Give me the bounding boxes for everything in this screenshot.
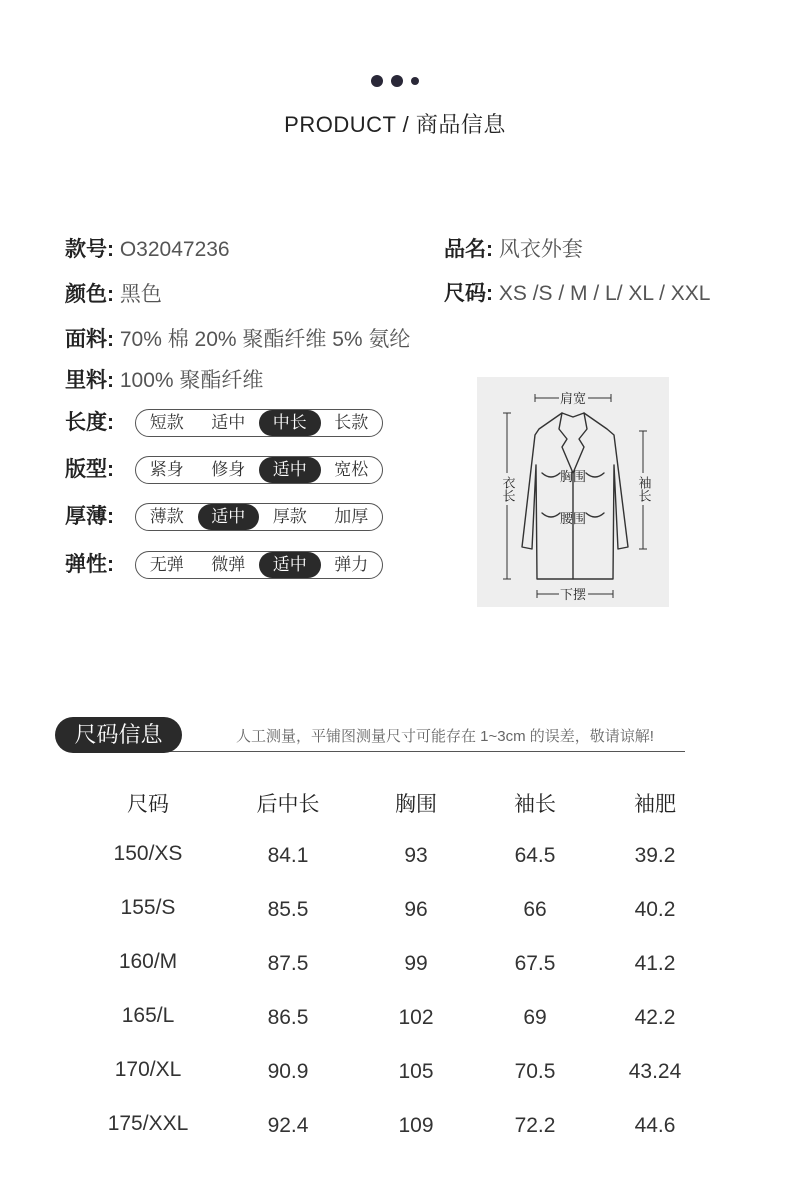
section-title: PRODUCT / 商品信息 [284, 112, 506, 137]
sleeve-label: 袖长 [635, 476, 651, 502]
column-header: 胸围 [395, 793, 437, 816]
decorative-dots [0, 72, 790, 90]
option-selector [135, 551, 383, 579]
table-cell: 40.2 [634, 898, 676, 921]
option-slim: 修身 [211, 460, 246, 479]
table-cell: 72.2 [514, 1114, 556, 1137]
table-cell: 64.5 [514, 844, 556, 867]
color-row [65, 278, 162, 308]
table-cell: 99 [404, 952, 428, 975]
size-label: 尺码: [444, 282, 493, 305]
divider [170, 751, 685, 752]
product-name-row [444, 233, 583, 263]
option-extra-thick: 加厚 [334, 507, 369, 526]
option-thick: 厚款 [272, 507, 307, 526]
shoulder-label: 肩宽 [559, 392, 587, 407]
color-value: 黑色 [119, 283, 162, 306]
length-label: 衣长 [499, 476, 515, 502]
size-info-title: 尺码信息 [55, 717, 182, 753]
option-selector [135, 456, 383, 484]
lining-label: 里料: [65, 369, 114, 392]
table-cell: 41.2 [634, 952, 676, 975]
column-header: 尺码 [127, 793, 169, 816]
lining-row [65, 364, 263, 394]
table-cell: 96 [404, 898, 428, 921]
column-header: 袖肥 [634, 793, 676, 816]
table-cell: 160/M [118, 950, 178, 973]
option-mid-long-selected: 中长 [259, 410, 321, 436]
attribute-label: 版型: [65, 458, 114, 481]
table-cell: 102 [398, 1006, 434, 1029]
table-cell: 70.5 [514, 1060, 556, 1083]
product-name-label: 品名: [444, 238, 493, 261]
dot-icon [371, 75, 383, 87]
coat-outline-icon [477, 377, 669, 607]
product-name-value: 风衣外套 [498, 238, 583, 261]
option-stretch: 弹力 [334, 555, 369, 574]
option-short: 短款 [149, 413, 184, 432]
dot-icon [391, 75, 403, 87]
size-value: XS /S / M / L/ XL / XXL [498, 282, 711, 305]
lining-value: 100% 聚酯纤维 [119, 369, 264, 392]
option-long: 长款 [334, 413, 369, 432]
color-label: 颜色: [65, 283, 114, 306]
size-row [444, 277, 710, 307]
attribute-label: 弹性: [65, 553, 114, 576]
table-cell: 165/L [121, 1004, 175, 1027]
option-slight-stretch: 微弹 [211, 555, 246, 574]
column-header: 后中长 [256, 793, 320, 816]
option-no-stretch: 无弹 [149, 555, 184, 574]
table-cell: 69 [523, 1006, 547, 1029]
table-cell: 150/XS [113, 842, 183, 865]
fabric-row [65, 323, 410, 353]
attribute-label: 厚薄: [65, 505, 114, 528]
option-loose: 宽松 [334, 460, 369, 479]
measurement-diagram [477, 377, 669, 607]
fabric-value: 70% 棉 20% 聚酯纤维 5% 氨纶 [119, 328, 411, 351]
table-cell: 155/S [120, 896, 176, 919]
option-tight: 紧身 [149, 460, 184, 479]
option-selector [135, 503, 383, 531]
table-cell: 87.5 [267, 952, 309, 975]
attribute-label: 长度: [65, 411, 114, 434]
style-number-label: 款号: [65, 238, 114, 261]
style-number-value: O32047236 [119, 238, 230, 261]
option-regular-selected: 适中 [259, 457, 321, 483]
table-cell: 43.24 [628, 1060, 682, 1083]
option-medium-selected: 适中 [259, 552, 321, 578]
chest-label: 胸围 [559, 470, 587, 485]
table-cell: 84.1 [267, 844, 309, 867]
table-cell: 90.9 [267, 1060, 309, 1083]
table-cell: 66 [523, 898, 547, 921]
table-cell: 175/XXL [107, 1112, 189, 1135]
option-thin: 薄款 [149, 507, 184, 526]
fabric-label: 面料: [65, 328, 114, 351]
dot-icon [411, 77, 419, 85]
option-medium: 适中 [211, 413, 246, 432]
table-cell: 105 [398, 1060, 434, 1083]
option-medium-selected: 适中 [198, 504, 260, 530]
table-cell: 42.2 [634, 1006, 676, 1029]
option-selector [135, 409, 383, 437]
table-cell: 93 [404, 844, 428, 867]
style-number-row [65, 233, 230, 263]
measurement-note: 人工测量，平铺图测量尺寸可能存在 1~3cm 的误差，敬请谅解! [236, 728, 654, 745]
table-cell: 44.6 [634, 1114, 676, 1137]
hem-label: 下摆 [559, 588, 587, 603]
table-cell: 85.5 [267, 898, 309, 921]
table-cell: 170/XL [114, 1058, 182, 1081]
waist-label: 腰围 [559, 512, 587, 527]
column-header: 袖长 [514, 793, 556, 816]
table-cell: 67.5 [514, 952, 556, 975]
table-cell: 39.2 [634, 844, 676, 867]
table-cell: 86.5 [267, 1006, 309, 1029]
table-cell: 92.4 [267, 1114, 309, 1137]
table-cell: 109 [398, 1114, 434, 1137]
